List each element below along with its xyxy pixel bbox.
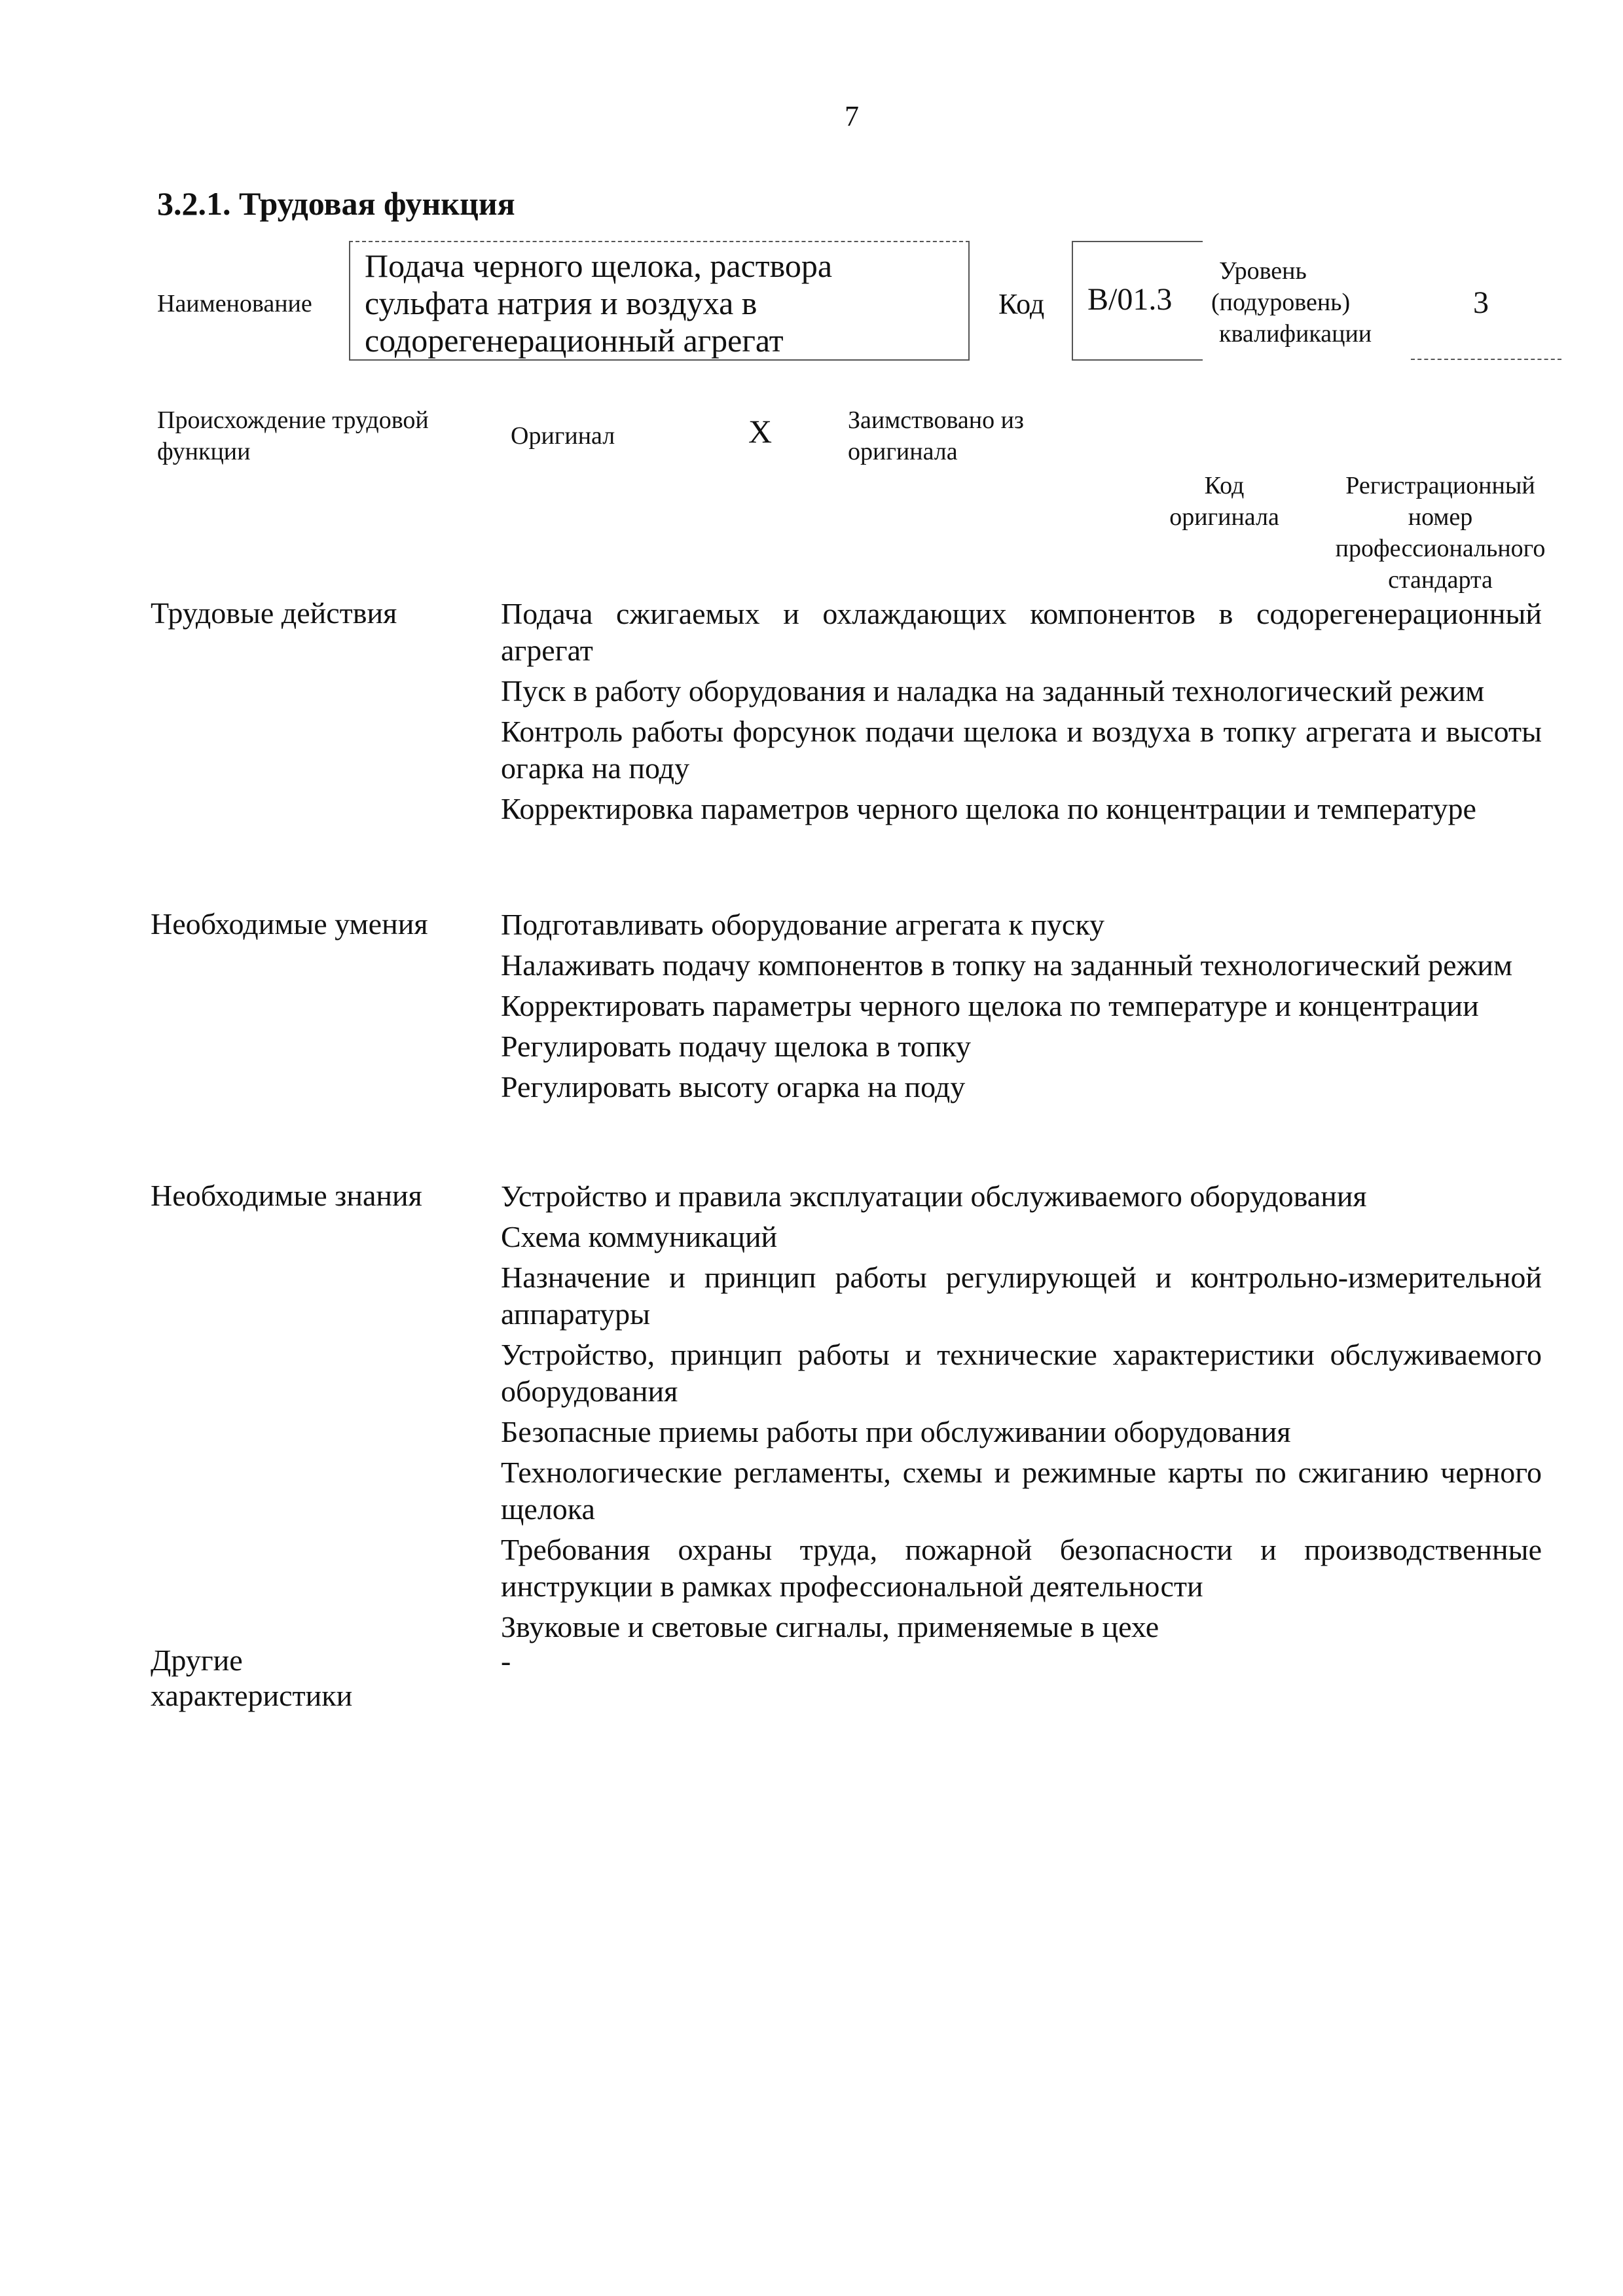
list-item: - — [501, 1644, 511, 1677]
list-item: Безопасные приемы работы при обслуживании оборудования — [501, 1415, 1291, 1448]
list-item: Устройство, принцип работы и технические характеристики обслуживаемого оборудования — [501, 1338, 1542, 1408]
origin-label-line: Происхождение трудовой — [157, 406, 429, 434]
list-item: Звуковые и световые сигналы, применяемые в цехе — [501, 1610, 1159, 1643]
function-name-line: содорегенерационный агрегат — [365, 322, 784, 359]
list-item: Налаживать подачу компонентов в топку на заданный технологический режим — [501, 948, 1513, 982]
section-content-other — [501, 1643, 1542, 1683]
list-item: Подготавливать оборудование агрегата к пуску — [501, 908, 1105, 941]
list-item: Корректировка параметров черного щелока по концентрации и температуре — [501, 792, 1476, 825]
list-item: Пуск в работу оборудования и наладка на заданный технологический режим — [501, 674, 1485, 708]
section-label-other-line: Другие — [151, 1643, 243, 1677]
borrowed-label — [848, 404, 1024, 467]
code-original-line: Код — [1204, 472, 1245, 499]
level-label-line: (подуровень) — [1211, 289, 1351, 316]
list-item: Регулировать подачу щелока в топку — [501, 1030, 972, 1063]
section-label-knowledge: Необходимые знания — [151, 1179, 422, 1212]
origin-label — [157, 404, 429, 467]
level-label-line: Уровень — [1219, 257, 1307, 285]
list-item: Корректировать параметры черного щелока по температуре и концентрации — [501, 989, 1479, 1022]
list-item: Назначение и принцип работы регулирующей и контрольно-измерительной аппаратуры — [501, 1261, 1542, 1331]
code-value: B/01.3 — [1087, 282, 1173, 317]
code-original-line: оригинала — [1169, 503, 1279, 531]
borrowed-label-line: Заимствовано из — [848, 406, 1024, 434]
reg-number-line: номер — [1408, 503, 1473, 531]
reg-number-label — [1309, 470, 1571, 596]
level-value: 3 — [1473, 285, 1489, 320]
borrowed-label-line: оригинала — [848, 438, 958, 465]
section-title: 3.2.1. Трудовая функция — [157, 185, 515, 222]
section-label-skills: Необходимые умения — [151, 907, 428, 941]
section-label-other — [151, 1643, 352, 1713]
page-number: 7 — [845, 100, 859, 132]
function-name-line: Подача черного щелока, раствора — [365, 247, 833, 284]
list-item: Устройство и правила эксплуатации обслуживаемого оборудования — [501, 1179, 1367, 1213]
code-box — [1072, 241, 1203, 361]
section-content-actions — [501, 596, 1542, 831]
level-box — [1411, 245, 1561, 360]
section-label-actions: Трудовые действия — [151, 596, 397, 630]
origin-label-line: функции — [157, 438, 251, 465]
code-label: Код — [998, 288, 1045, 320]
reg-number-line: Регистрационный — [1345, 472, 1535, 499]
name-label: Наименование — [157, 290, 312, 317]
list-item: Технологические регламенты, схемы и режимные карты по сжиганию черного щелока — [501, 1456, 1542, 1526]
section-content-knowledge — [501, 1178, 1542, 1649]
section-content-skills — [501, 906, 1542, 1109]
level-label — [1211, 255, 1372, 350]
original-mark: X — [748, 413, 773, 450]
list-item: Подача сжигаемых и охлаждающих компонентов в содорегенерационный агрегат — [501, 597, 1542, 667]
list-item: Контроль работы форсунок подачи щелока и воздуха в топку агрегата и высоты огарка на поду — [501, 715, 1542, 785]
list-item: Требования охраны труда, пожарной безопасности и производственные инструкции в рамках профессиональной деятельности — [501, 1533, 1542, 1603]
reg-number-line: стандарта — [1388, 566, 1493, 594]
list-item: Схема коммуникаций — [501, 1220, 778, 1253]
name-box — [349, 241, 970, 361]
reg-number-line: профессионального — [1335, 535, 1546, 562]
section-label-other-line: характеристики — [151, 1679, 353, 1712]
code-original-label — [1149, 470, 1300, 533]
original-label: Оригинал — [511, 422, 615, 450]
function-name-line: сульфата натрия и воздуха в — [365, 285, 757, 321]
function-name — [365, 247, 832, 359]
list-item: Регулировать высоту огарка на поду — [501, 1070, 966, 1103]
level-label-line: квалификации — [1219, 320, 1372, 348]
